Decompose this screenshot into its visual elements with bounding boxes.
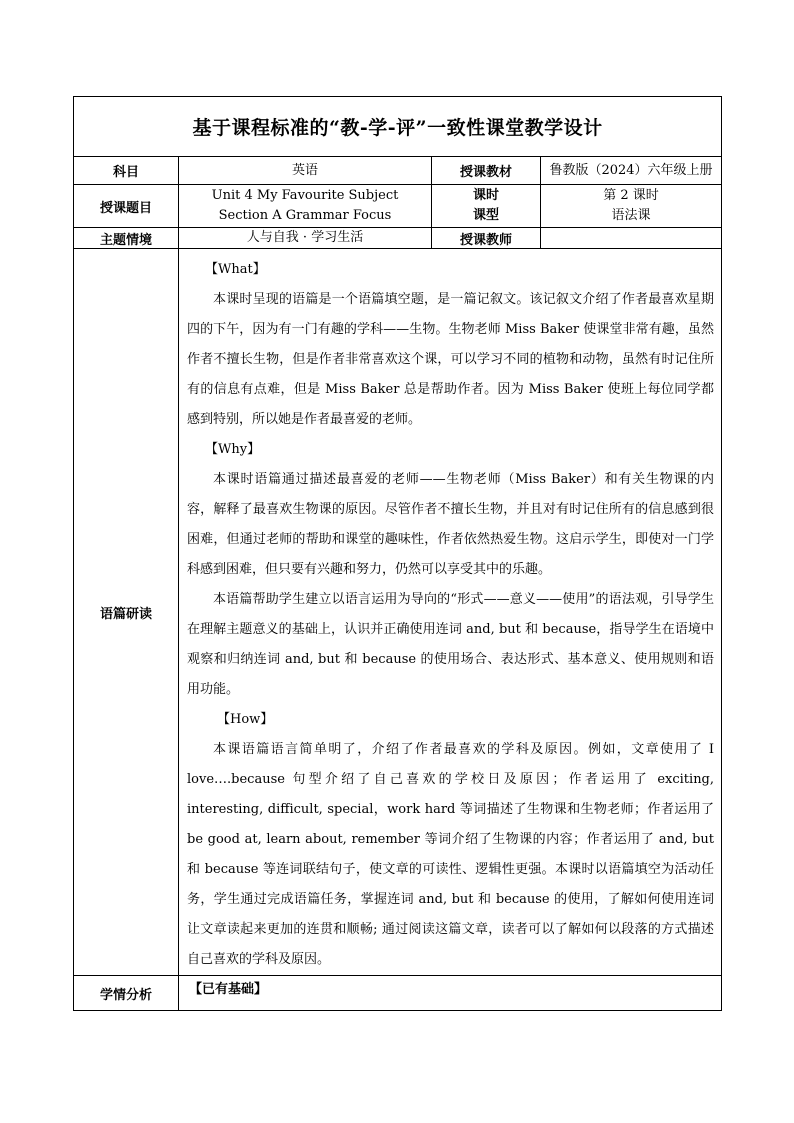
subject-value: 英语 [179, 157, 432, 185]
why-paragraph-1: 本课时语篇通过描述最喜爱的老师——生物老师（Miss Baker）和有关生物课的内容，解释了最喜欢生物课的原因。尽管作者不擅长生物，并且对有时记住所有的信息感到很困难，但通过老师的帮助和课堂的趣味性，作者依然热爱生物。这启示学生，即使对一门学科感到困难，但只要有兴趣和努力，仍然可以享受其中的乐趣。 [187, 472, 715, 577]
teacher-label: 授课教师 [432, 228, 541, 249]
textbook-value: 鲁教版（2024）六年级上册 [541, 157, 722, 185]
type-value: 语法课 [611, 208, 651, 223]
period-type-value [541, 185, 722, 228]
period-type-label [432, 185, 541, 228]
subject-label: 科目 [74, 157, 179, 185]
lesson-plan-table [73, 96, 722, 1011]
topic-line-1: Unit 4 My Favourite Subject [211, 188, 399, 203]
page-title: 基于课程标准的“教-学-评”一致性课堂教学设计 [74, 97, 722, 157]
learner-heading: 【已有基础】 [179, 976, 722, 1011]
how-heading: 【How】 [217, 712, 274, 727]
textbook-label: 授课教材 [432, 157, 541, 185]
why-paragraph-2: 本语篇帮助学生建立以语言运用为导向的“形式——意义——使用”的语法观，引导学生在理解主题意义的基础上，认识并正确使用连词 and, but 和 because，指导学生在语境中观察和归纳连词 and, but 和 because 的使用场合、表达形式、基本意义、使用规则和语用功能。 [187, 592, 715, 697]
period-label: 课时 [472, 188, 499, 203]
teacher-value [541, 228, 722, 249]
topic-label: 授课题目 [74, 185, 179, 228]
why-heading: 【Why】 [205, 442, 261, 457]
analysis-label: 语篇研读 [74, 249, 179, 976]
type-label: 课型 [472, 208, 499, 223]
topic-value [179, 185, 432, 228]
what-heading: 【What】 [205, 262, 266, 277]
period-value: 第 2 课时 [603, 188, 659, 203]
analysis-content [179, 249, 722, 976]
theme-value: 人与自我 · 学习生活 [179, 228, 432, 249]
theme-label: 主题情境 [74, 228, 179, 249]
how-paragraph: 本课语篇语言简单明了，介绍了作者最喜欢的学科及原因。例如，文章使用了 I love….because 句型介绍了自己喜欢的学校日及原因；作者运用了 exciting, interesting, difficult, special，work hard 等词描述了生物课和生物老师；作者运用了 be good at, learn about, remember 等词介绍了生物课的内容；作者运用了 and, but 和 because 等连词联结句子，使文章的可读性、逻辑性更强。本课时以语篇填空为活动任务，学生通过完成语篇任务，掌握连词 and, but 和 because 的使用，了解如何使用连词让文章读起来更加的连贯和顺畅; 通过阅读这篇文章，读者可以了解如何以段落的方式描述自己喜欢的学科及原因。 [187, 742, 715, 967]
topic-line-2: Section A Grammar Focus [218, 208, 392, 223]
learner-label: 学情分析 [74, 976, 179, 1011]
what-paragraph: 本课时呈现的语篇是一个语篇填空题，是一篇记叙文。该记叙文介绍了作者最喜欢星期四的下午，因为有一门有趣的学科——生物。生物老师 Miss Baker 使课堂非常有趣，虽然作者不擅长生物，但是作者非常喜欢这个课，可以学习不同的植物和动物，虽然有时记住所有的信息有点难，但是 Miss Baker 总是帮助作者。因为 Miss Baker 使班上每位同学都感到特别，所以她是作者最喜爱的老师。 [187, 292, 715, 427]
